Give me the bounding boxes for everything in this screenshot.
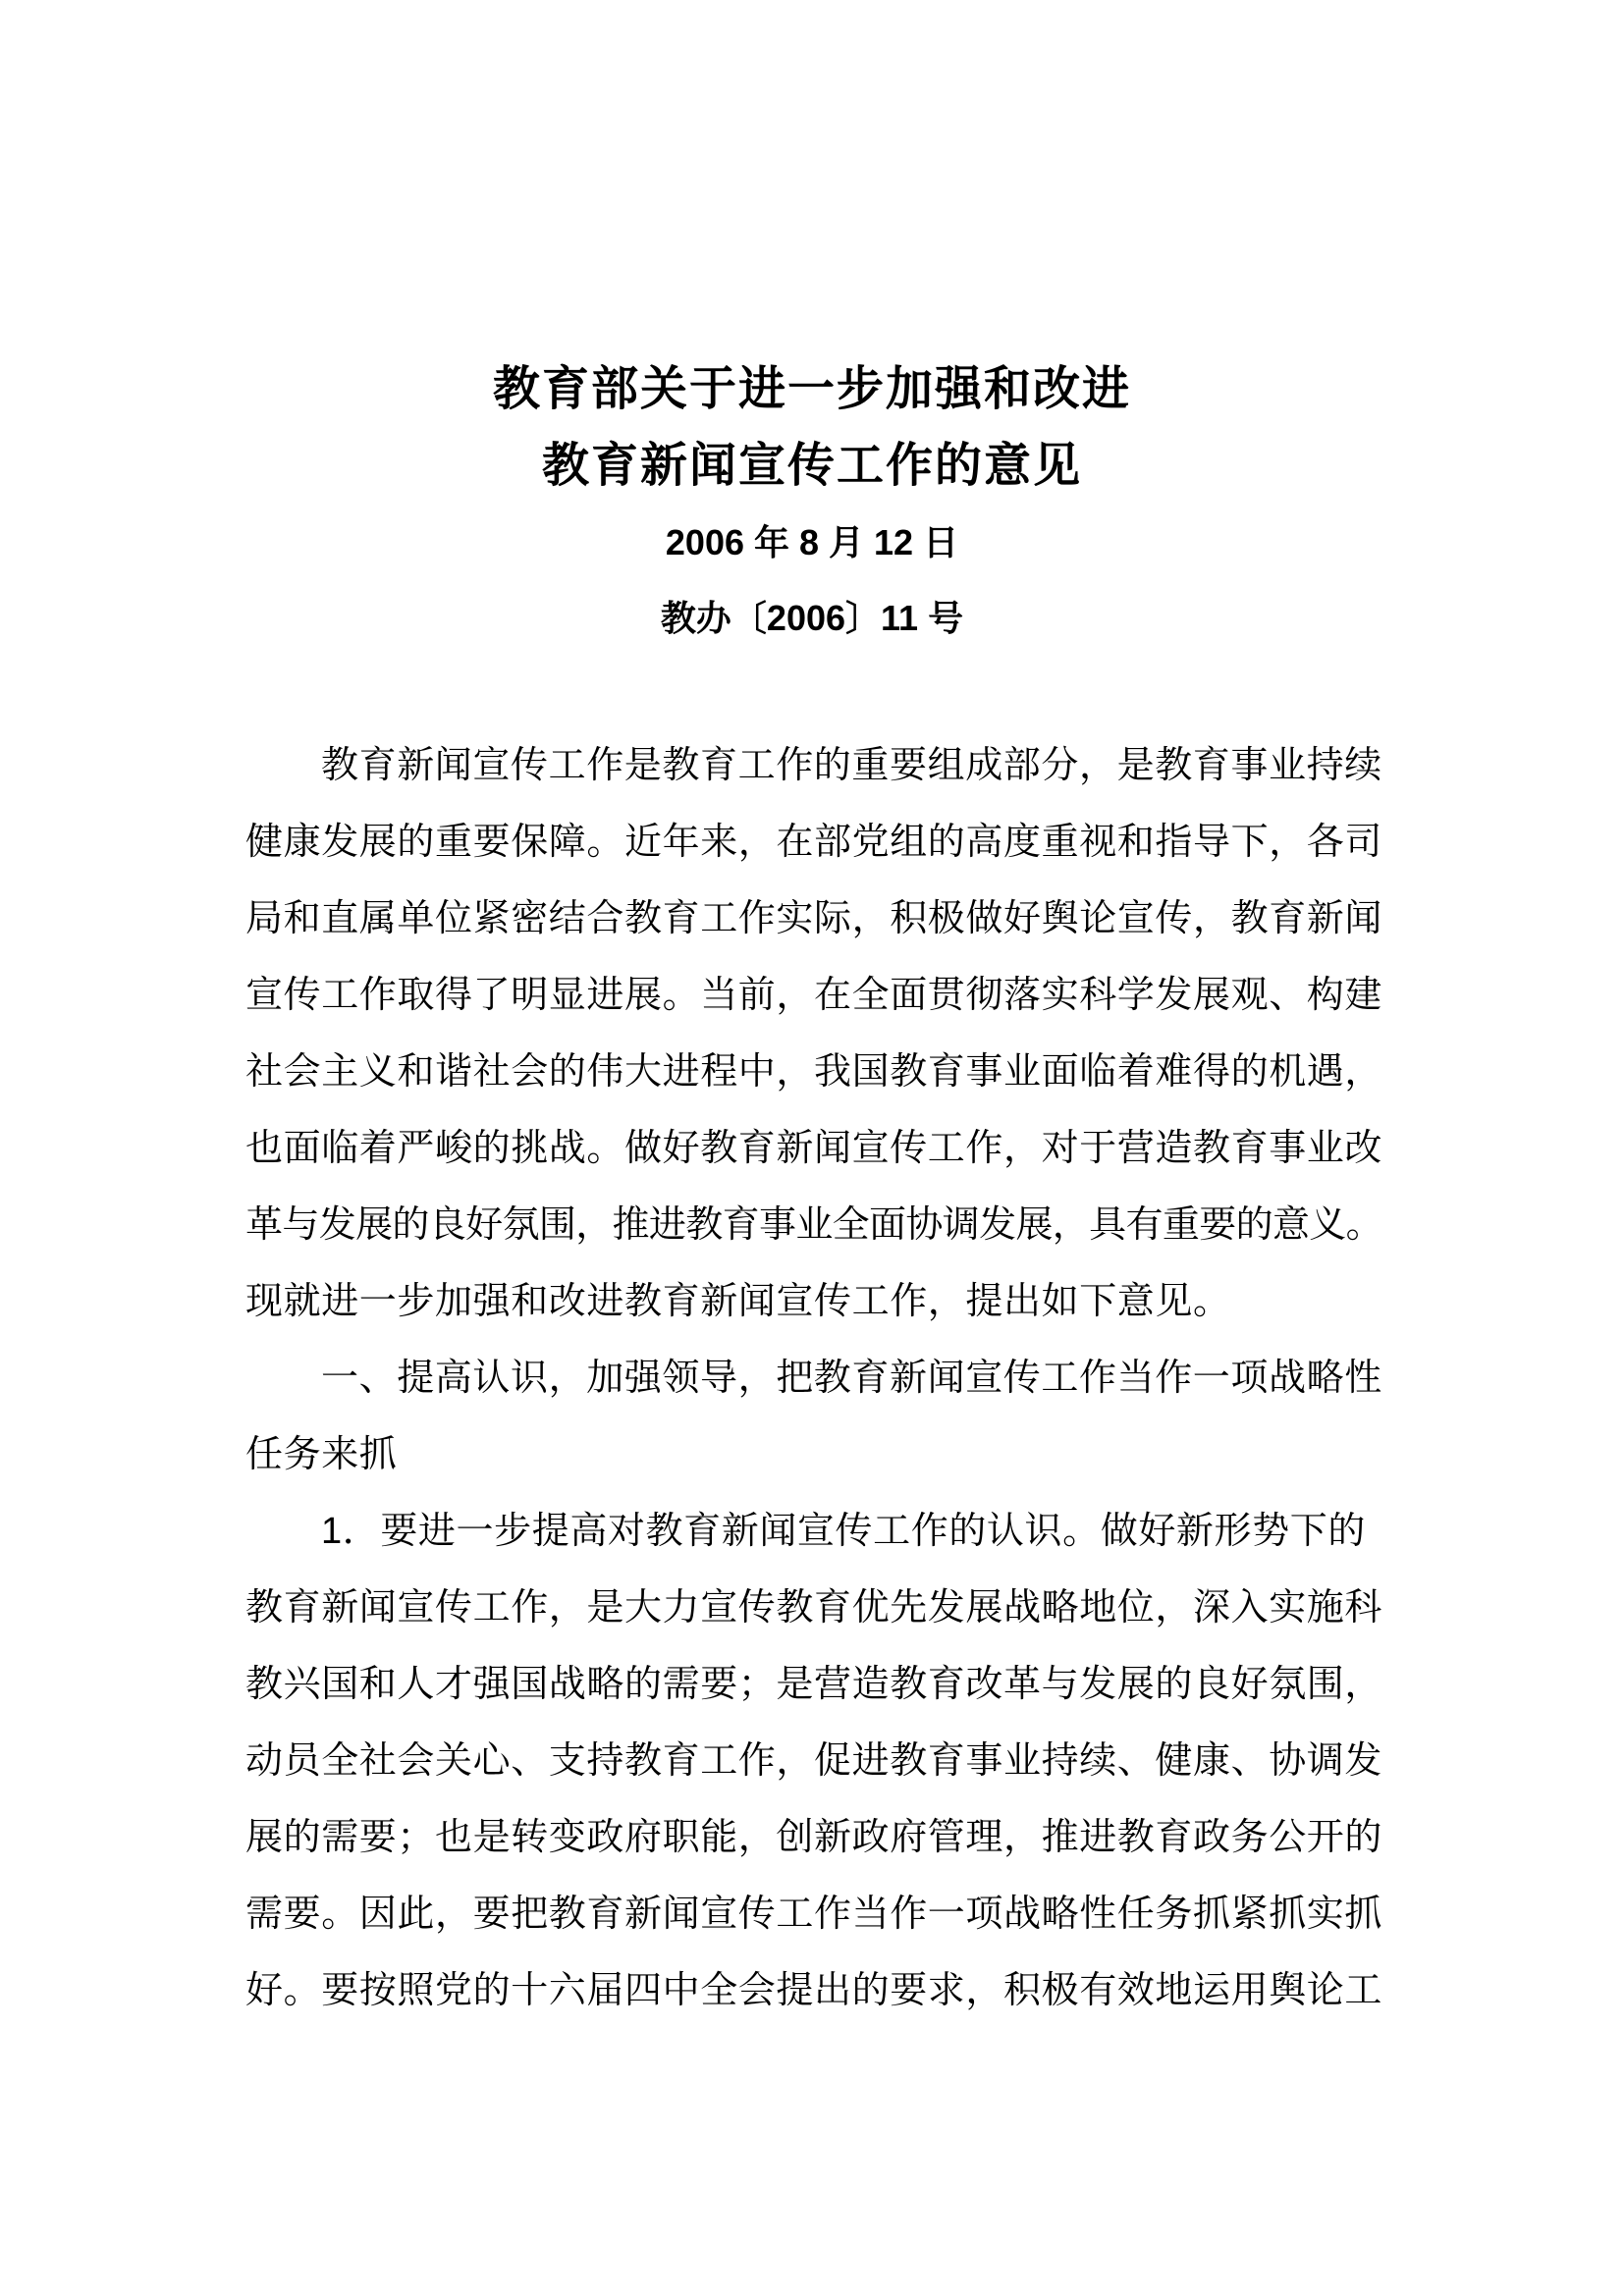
text-line: 需要。因此，要把教育新闻宣传工作当作一项战略性任务抓紧抓实抓	[245, 1894, 1383, 1935]
text-line: 教育新闻宣传工作，是大力宣传教育优先发展战略地位，深入实施科	[245, 1587, 1383, 1629]
paragraph	[245, 1493, 1384, 2029]
text-line: 任务来抓	[245, 1434, 398, 1475]
text-line: 局和直属单位紧密结合教育工作实际，积极做好舆论宣传，教育新闻	[245, 898, 1383, 939]
text-line: 也面临着严峻的挑战。做好教育新闻宣传工作，对于营造教育事业改	[245, 1128, 1383, 1169]
document-header	[0, 351, 1624, 656]
paragraph	[245, 1340, 1384, 1493]
text-line: 一、提高认识，加强领导，把教育新闻宣传工作当作一项战略性	[321, 1358, 1382, 1399]
text-line: 现就进一步加强和改进教育新闻宣传工作，提出如下意见。	[245, 1281, 1231, 1322]
text-line: 革与发展的良好氛围，推进教育事业全面协调发展，具有重要的意义。	[245, 1204, 1383, 1246]
text-line: 教育新闻宣传工作是教育工作的重要组成部分，是教育事业持续	[321, 745, 1382, 786]
text-line: 宣传工作取得了明显进展。当前，在全面贯彻落实科学发展观、构建	[245, 975, 1383, 1016]
text-line: 展的需要；也是转变政府职能，创新政府管理，推进教育政务公开的	[245, 1817, 1383, 1858]
text-line: 健康发展的重要保障。近年来，在部党组的高度重视和指导下，各司	[245, 822, 1383, 863]
text-line: 动员全社会关心、支持教育工作，促进教育事业持续、健康、协调发	[245, 1740, 1383, 1782]
document-title-line-1: 教育部关于进一步加强和改进	[492, 363, 1131, 415]
text-line: 教兴国和人才强国战略的需要；是营造教育改革与发展的良好氛围，	[245, 1664, 1383, 1705]
document-date: 2006 年 8 月 12 日	[665, 522, 959, 562]
text-line: 社会主义和谐社会的伟大进程中，我国教育事业面临着难得的机遇，	[245, 1051, 1383, 1093]
paragraph	[245, 727, 1384, 1340]
text-line: 1．要进一步提高对教育新闻宣传工作的认识。做好新形势下的	[321, 1511, 1366, 1552]
text-line: 好。要按照党的十六届四中全会提出的要求，积极有效地运用舆论工	[245, 1970, 1383, 2011]
document-title-line-2: 教育新闻宣传工作的意见	[541, 440, 1082, 492]
document-number: 教办〔2006〕11 号	[660, 598, 964, 638]
document-body	[245, 727, 1384, 2029]
